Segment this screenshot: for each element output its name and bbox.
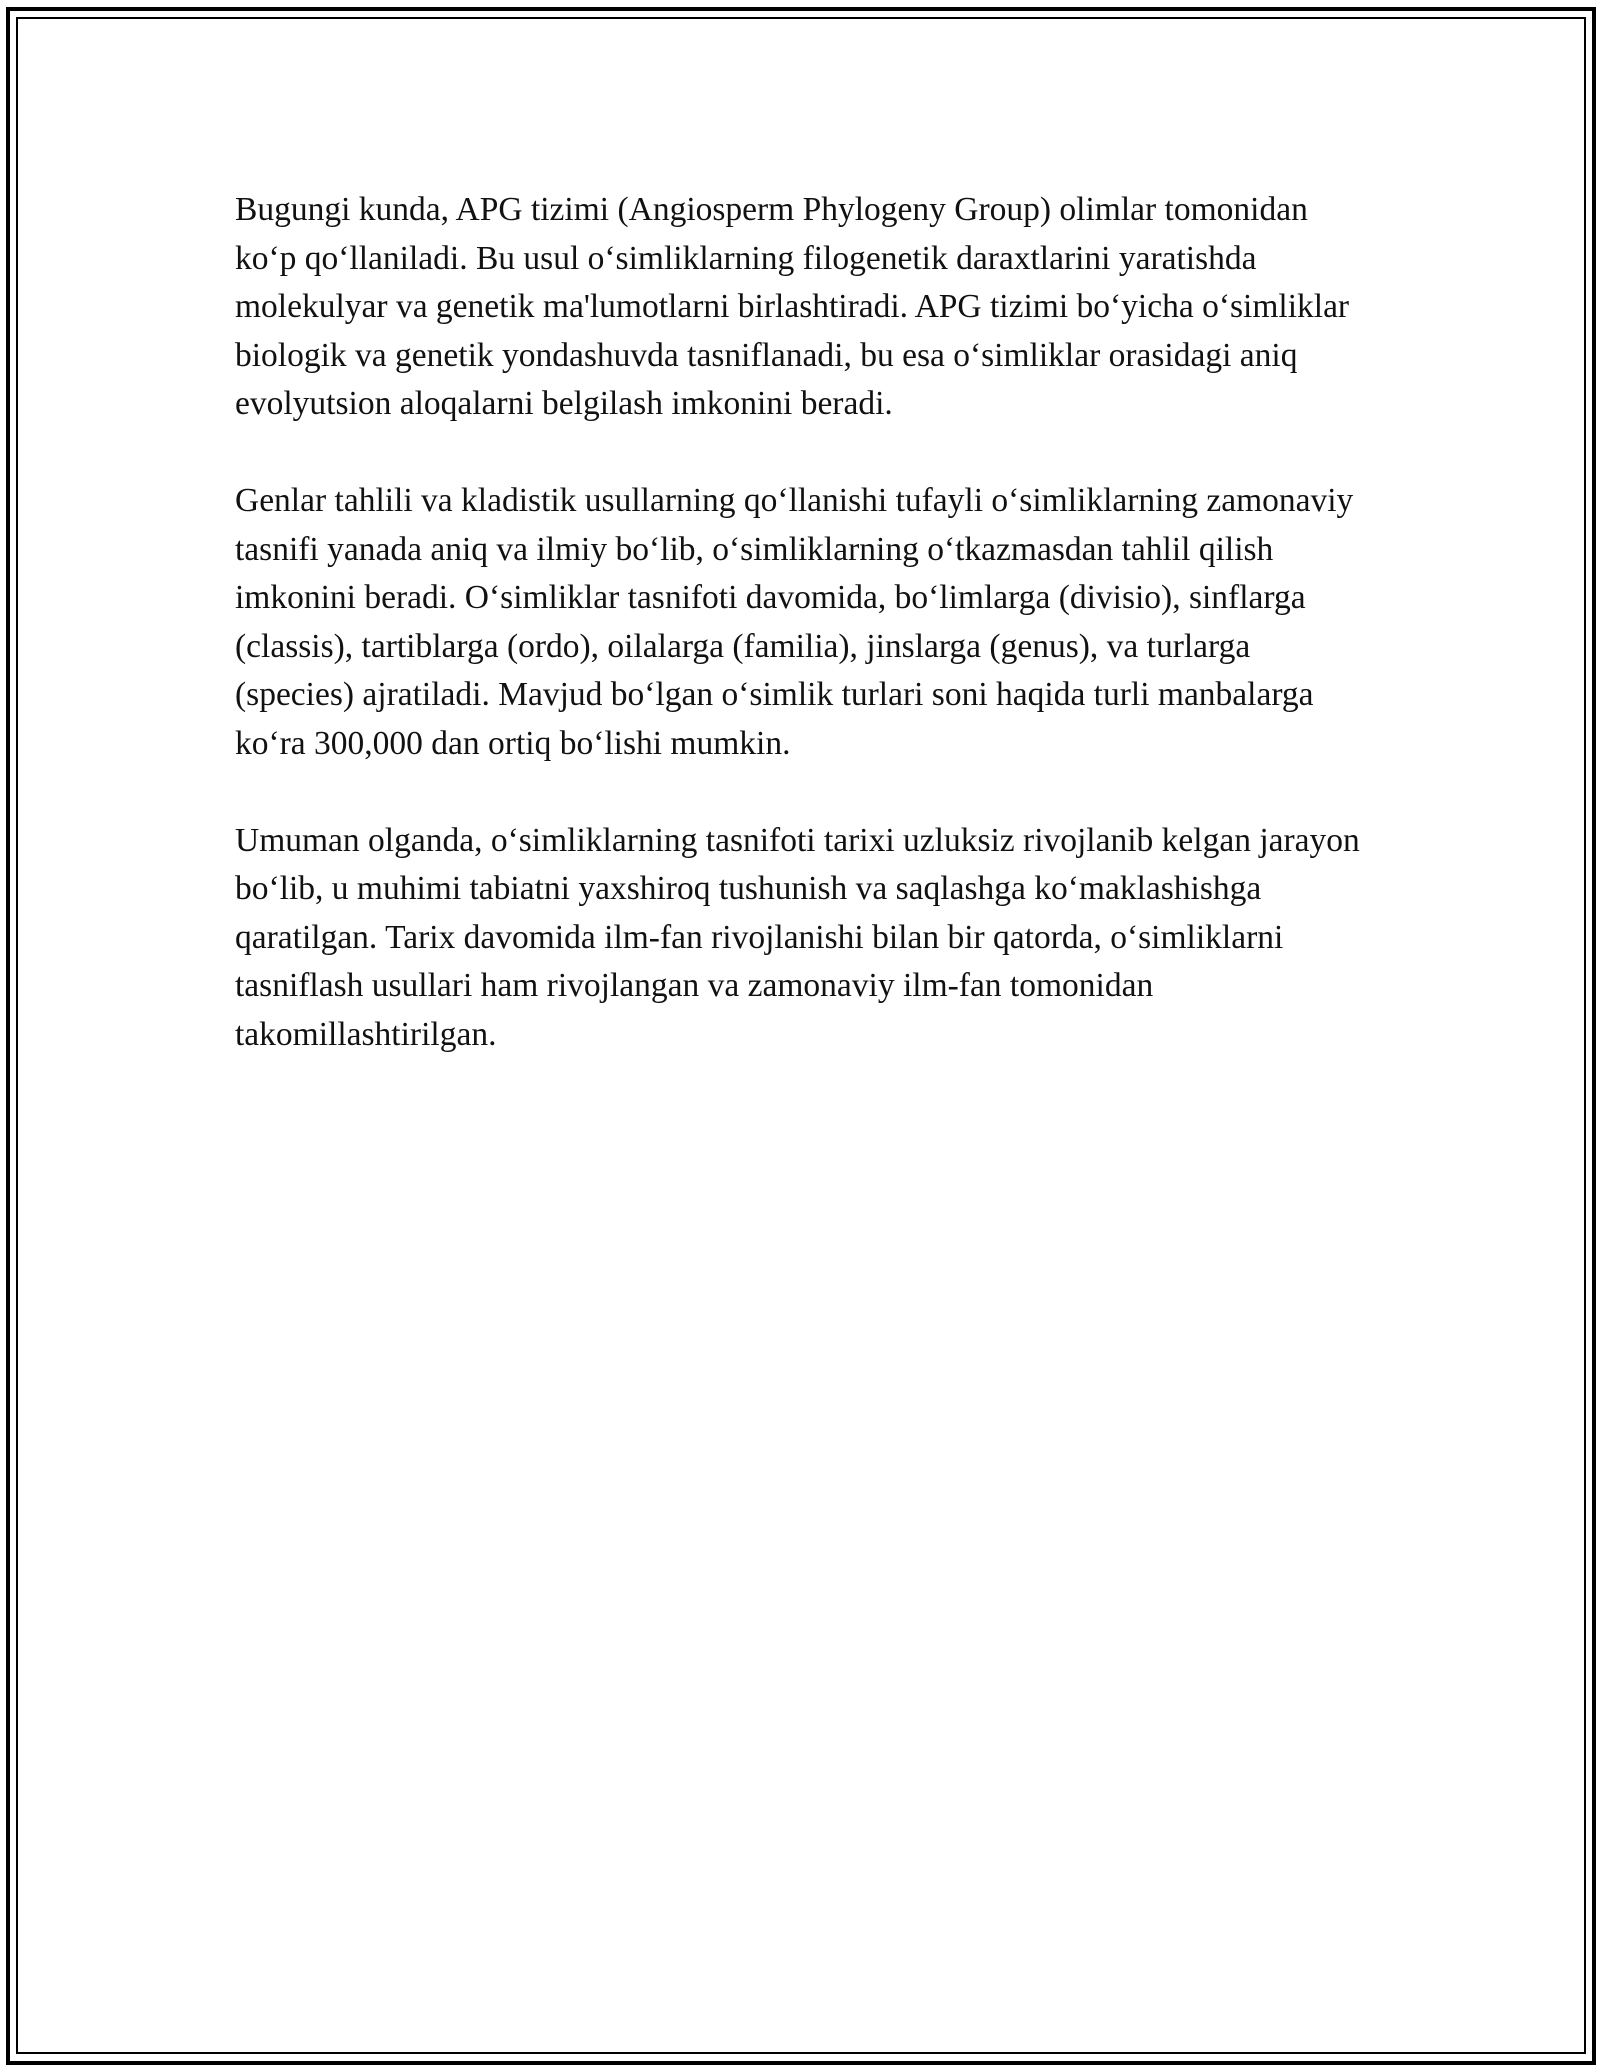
paragraph-apg-system: Bugungi kunda, APG tizimi (Angiosperm Phylogeny Group) olimlar tomonidan ko‘p qo‘llaniladi. Bu usul o‘simliklarning filogenetik daraxtlarini yaratishda molekulyar va genetik ma'lumotlarni birlashtiradi. APG tizimi bo‘yicha o‘simliklar biologik va genetik yondashuvda tasniflanadi, bu esa o‘simliklar orasidagi aniq evolyutsion aloqalarni belgilash imkonini beradi. <box>235 191 1350 422</box>
paragraph-conclusion: Umuman olganda, o‘simliklarning tasnifoti tarixi uzluksiz rivojlanib kelgan jarayon bo‘lib, u muhimi tabiatni yaxshiroq tushunish va saqlashga ko‘maklashishga qaratilgan. Tarix davomida ilm-fan rivojlanishi bilan bir qatorda, o‘simliklarni tasniflash usullari ham rivojlangan va zamonaviy ilm-fan tomonidan takomillashtirilgan. <box>235 821 1360 1053</box>
paragraph-genetic-classification: Genlar tahlili va kladistik usullarning qo‘llanishi tufayli o‘simliklarning zamonaviy tasnifi yanada aniq va ilmiy bo‘lib, o‘simliklarning o‘tkazmasdan tahlil qilish imkonini beradi. O‘simliklar tasnifoti davomida, bo‘limlarga (divisio), sinflarga (classis), tartiblarga (ordo), oilalarga (familia), jinslarga (genus), va turlarga (species) ajratiladi. Mavjud bo‘lgan o‘simlik turlari soni haqida turli manbalarga ko‘ra 300,000 dan ortiq bo‘lishi mumkin. <box>235 482 1354 762</box>
document-body <box>235 186 1375 1108</box>
